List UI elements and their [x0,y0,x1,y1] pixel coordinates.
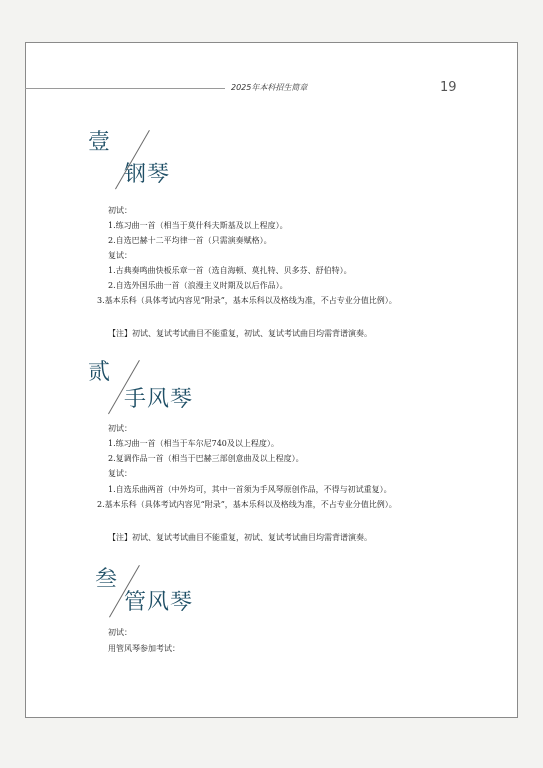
s2-line-7: 【注】初试、复试考试曲目不能重复，初试、复试考试曲目均需背谱演奏。 [108,533,372,542]
header-rule [25,88,225,89]
s1-line-8: 【注】初试、复试考试曲目不能重复，初试、复试考试曲目均需背谱演奏。 [108,329,372,338]
s2-line-5: 1.自选乐曲两首（中外均可，其中一首须为手风琴原创作品，不得与初试重复）。 [108,485,392,494]
s3-line-2: 用管风琴参加考试： [108,644,180,653]
section-2-number: 贰 [88,360,111,385]
s2-line-6: 2.基本乐科（具体考试内容见“附录”，基本乐科以及格线为准，不占专业分值比例）。 [97,500,397,509]
s1-line-5: 1.古典奏鸣曲快板乐章一首（选自海顿、莫扎特、贝多芬、舒伯特）。 [108,266,352,275]
s2-line-2: 1.练习曲一首（相当于车尔尼740及以上程度）。 [108,439,279,448]
section-1-number: 壹 [88,130,111,155]
s1-line-3: 2.自选巴赫十二平均律一首（只需演奏赋格）。 [108,236,272,245]
s1-line-1: 初试： [108,206,132,215]
s2-line-1: 初试： [108,424,132,433]
header-title: 2025年本科招生简章 [231,83,308,92]
s2-line-4: 复试： [108,469,132,478]
s1-line-7: 3.基本乐科（具体考试内容见“附录”，基本乐科以及格线为准，不占专业分值比例）。 [97,296,397,305]
s3-line-1: 初试： [108,628,132,637]
s1-line-4: 复试： [108,251,132,260]
page-number: 19 [440,80,457,95]
section-2-title: 手风琴 [124,387,194,412]
s1-line-6: 2.自选外国乐曲一首（浪漫主义时期及以后作品）。 [108,281,288,290]
s2-line-3: 2.复调作品一首（相当于巴赫三部创意曲及以上程度）。 [108,454,304,463]
section-3-number: 叁 [95,567,118,592]
s1-line-2: 1.练习曲一首（相当于莫什科夫斯基及以上程度）。 [108,221,288,230]
section-1-title: 钢琴 [124,162,171,187]
section-3-title: 管风琴 [124,590,194,615]
